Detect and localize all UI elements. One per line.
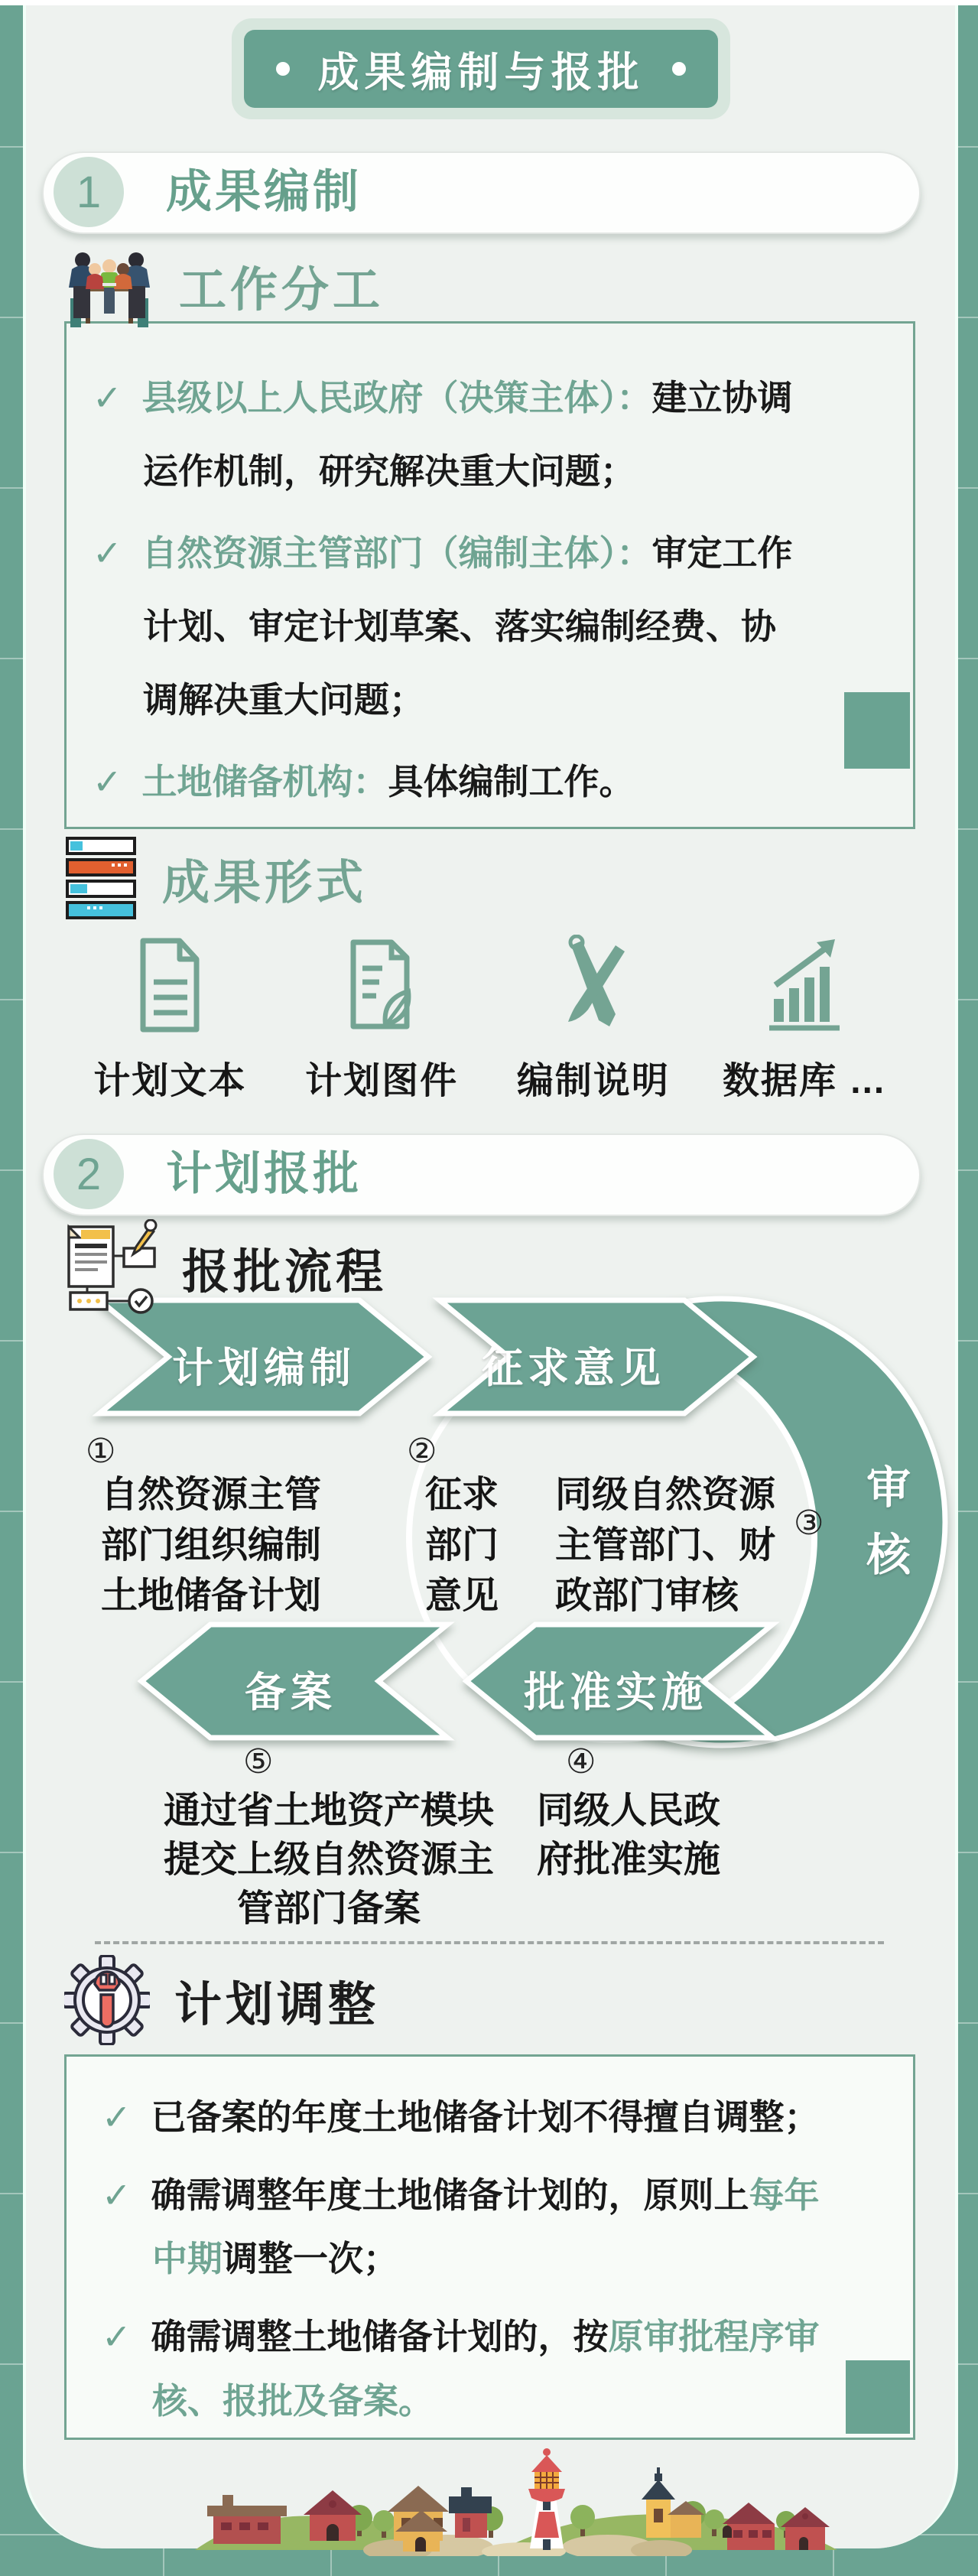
lighthouse-icon (528, 2448, 565, 2550)
form-item-notes (488, 935, 700, 1104)
section-1-title: 成果编制 (166, 166, 362, 217)
flow-desc-3-line: 同级自然资源 (555, 1475, 776, 1515)
flow-num-2: ② (407, 1433, 437, 1470)
list-bars-icon (64, 835, 138, 921)
adjustment-item-2-highlight: 每年中期 (152, 2174, 820, 2279)
section-1-pill (42, 151, 921, 234)
process-heading-row (64, 1219, 387, 1316)
adjustment-heading-row (64, 1955, 379, 2045)
map-document-icon (336, 935, 427, 1036)
forms-heading: 成果形式 (162, 856, 368, 909)
division-item-2-body: 审定工作计划、审定计划草案、落实编制经费、协调解决重大问题； (143, 533, 793, 720)
check-icon: ✓ (93, 533, 122, 574)
title-badge (232, 18, 730, 119)
flow-step-1-label: 计划编制 (172, 1345, 356, 1391)
adjustment-heading: 计划调整 (174, 1978, 380, 2031)
division-box (64, 321, 915, 829)
gear-wrench-icon (64, 1955, 150, 2045)
process-heading: 报批流程 (182, 1245, 388, 1299)
flow-desc-5-line: 管部门备案 (236, 1888, 421, 1929)
section-2-pill (42, 1134, 921, 1216)
adjustment-item-3-text: 确需调整土地储备计划的，按 (151, 2317, 609, 2357)
check-icon: ✓ (102, 2174, 132, 2215)
flow-desc-3-line: 政部门审核 (555, 1576, 739, 1616)
division-item-3-body: 具体编制工作。 (388, 762, 635, 802)
flow-review-label (859, 1455, 918, 1589)
badge-dot-right-icon (672, 62, 686, 76)
adjustment-item-1-text: 已备案的年度土地储备计划不得擅自调整； (151, 2097, 820, 2137)
meeting-people-icon (64, 239, 154, 332)
flow-desc-5-line: 提交上级自然资源主 (163, 1839, 494, 1880)
section-2-number: 2 (54, 1139, 124, 1209)
review-char-2: 核 (866, 1530, 911, 1580)
dashed-divider (95, 1941, 884, 1944)
flow-desc-2 (425, 1470, 499, 1621)
flow-desc-5-line: 通过省土地资产模块 (163, 1791, 494, 1831)
division-item-3 (93, 746, 793, 819)
division-item-2 (93, 517, 793, 737)
form-label: 计划图件 (305, 1061, 459, 1101)
adjustment-item-2-text-b: 调整一次； (223, 2239, 398, 2279)
form-item-text (64, 935, 276, 1104)
form-item-map (276, 935, 488, 1104)
form-label: 数据库 … (722, 1061, 888, 1101)
check-icon: ✓ (102, 2097, 132, 2137)
decorative-square (844, 692, 910, 769)
adjustment-item-3-highlight: 原审批程序审核、报批及备案。 (152, 2317, 820, 2421)
adjustment-box (64, 2054, 915, 2440)
division-item-1 (93, 362, 793, 508)
pen-brush-icon (548, 935, 638, 1036)
adjustment-item-2 (102, 2164, 830, 2291)
flow-num-3: ③ (794, 1504, 824, 1542)
form-label: 编制说明 (516, 1061, 670, 1101)
flow-desc-4 (537, 1787, 720, 1885)
badge-dot-left-icon (276, 62, 290, 76)
section-1-number: 1 (54, 157, 124, 227)
division-item-1-lead: 县级以上人民政府（决策主体）： (141, 378, 652, 418)
flow-desc-2-line: 部门 (425, 1525, 499, 1566)
flow-num-5: ⑤ (243, 1743, 274, 1781)
check-icon: ✓ (102, 2317, 132, 2357)
review-char-1: 审 (866, 1463, 911, 1513)
flow-desc-3 (555, 1470, 775, 1621)
division-heading-row (64, 239, 384, 332)
flow-desc-2-line: 意见 (425, 1576, 499, 1616)
division-heading: 工作分工 (179, 263, 385, 317)
bar-chart-icon (760, 935, 850, 1036)
flow-desc-1-line: 自然资源主管 (101, 1475, 322, 1515)
flow-desc-1 (101, 1470, 321, 1621)
form-item-database (699, 935, 911, 1104)
flow-step-5-label: 备案 (245, 1670, 336, 1716)
section-2-title: 计划报批 (166, 1148, 362, 1199)
forms-heading-row (64, 835, 367, 921)
check-icon: ✓ (93, 378, 122, 418)
form-label: 计划文本 (93, 1061, 247, 1101)
adjustment-item-1 (102, 2086, 830, 2150)
flow-desc-1-line: 部门组织编制 (101, 1525, 322, 1566)
top-strip (0, 0, 978, 5)
adjustment-item-2-text: 确需调整年度土地储备计划的，原则上 (151, 2174, 749, 2215)
forms-row (64, 935, 911, 1104)
division-item-3-lead: 土地储备机构： (141, 762, 388, 802)
flow-desc-2-line: 征求 (425, 1475, 499, 1515)
flow-desc-1-line: 土地储备计划 (101, 1576, 322, 1616)
division-item-1-body: 建立协调运作机制，研究解决重大问题； (143, 378, 793, 491)
documents-pen-icon (64, 1219, 158, 1316)
flow-num-4: ④ (566, 1743, 596, 1781)
flow-desc-3-line: 主管部门、财 (555, 1525, 776, 1566)
flow-desc-5 (126, 1787, 531, 1934)
division-item-2-lead: 自然资源主管部门（编制主体）： (141, 533, 652, 574)
flow-step-4-label: 批准实施 (524, 1670, 707, 1716)
adjustment-item-3 (102, 2305, 830, 2433)
document-icon (125, 935, 215, 1036)
village-illustration (195, 2441, 837, 2556)
flow-desc-4-line: 府批准实施 (537, 1839, 721, 1880)
page-title: 成果编制与报批 (317, 49, 645, 96)
check-icon: ✓ (93, 762, 122, 802)
flow-step-2-label: 征求意见 (482, 1345, 665, 1391)
decorative-square (846, 2360, 910, 2434)
flow-num-1: ① (86, 1433, 116, 1470)
title-badge-inner (244, 30, 718, 108)
flow-desc-4-line: 同级人民政 (537, 1791, 721, 1831)
